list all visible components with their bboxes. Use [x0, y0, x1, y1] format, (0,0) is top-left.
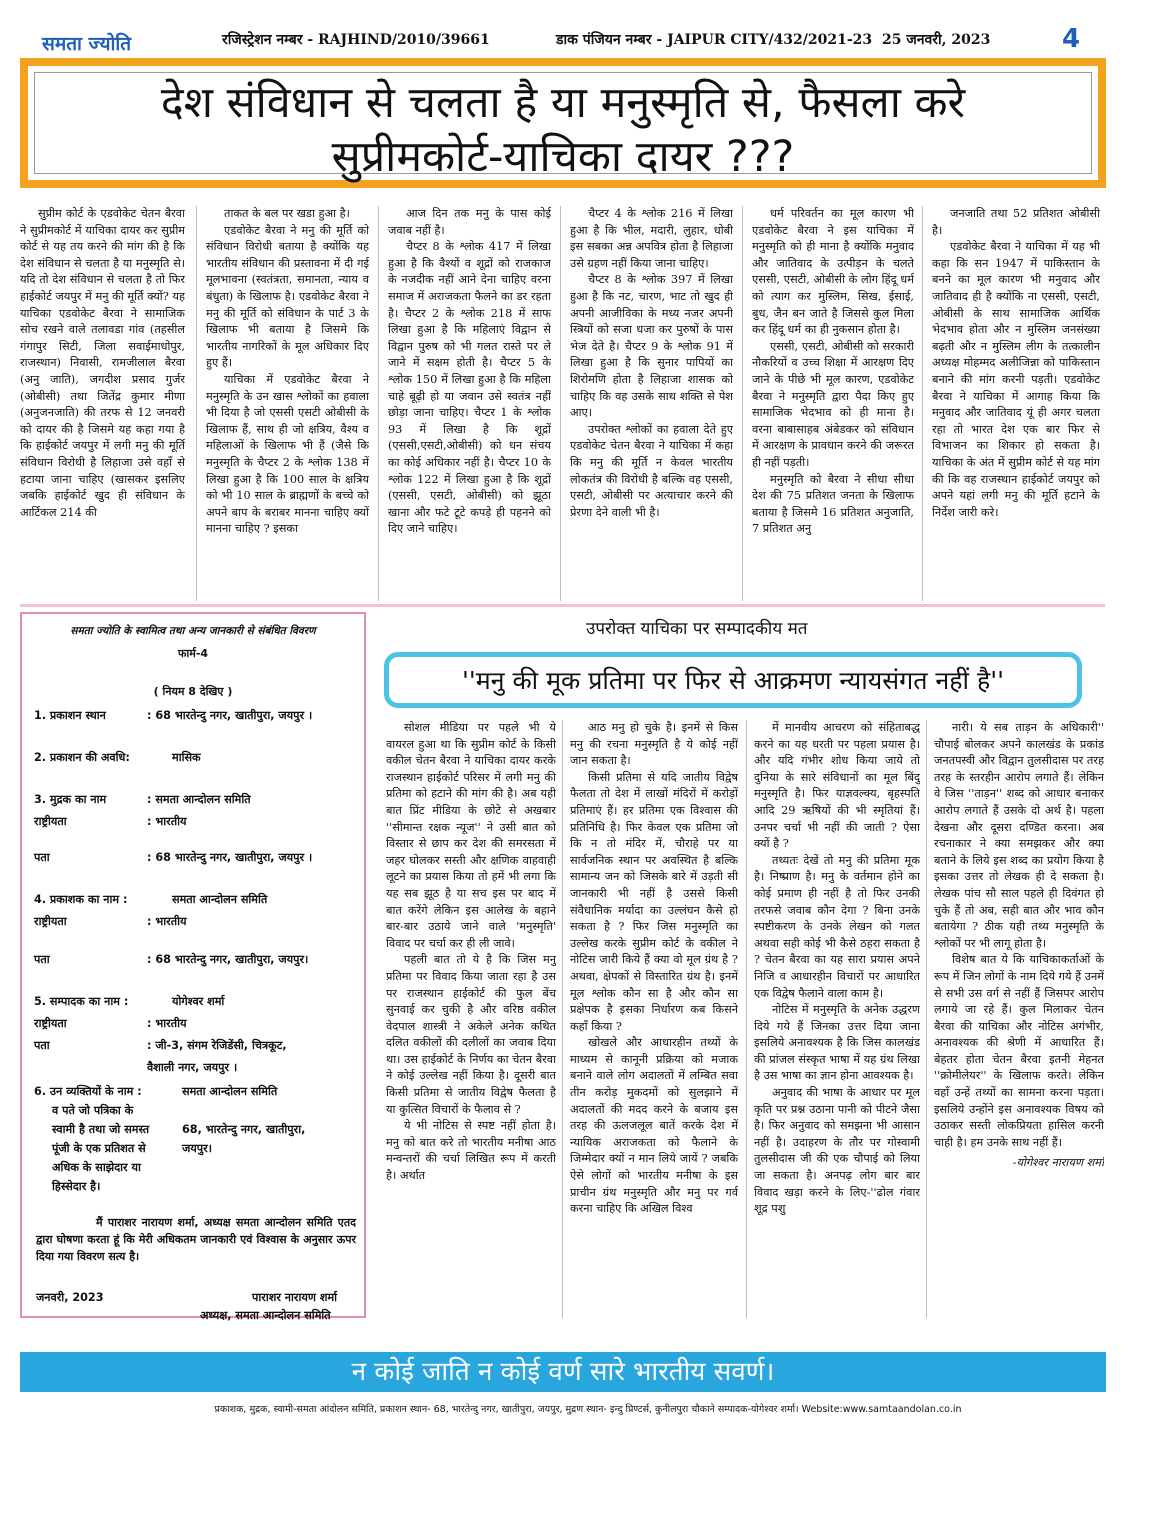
- article-column: [388, 206, 551, 601]
- editorial-column: [570, 720, 738, 1318]
- form-field-value: वैशाली नगर, जयपुर ।: [147, 1061, 238, 1074]
- form-field-value: समता आन्दोलन समिति: [172, 893, 268, 906]
- paper-name: समता ज्योति: [42, 33, 132, 55]
- form-field-value: : भारतीय: [147, 1017, 187, 1030]
- editorial-quote: ''मनु की मूक प्रतिमा पर फिर से आक्रमण न्यायसंगत नहीं है'': [461, 666, 1005, 695]
- form-item6-line: व पते जो पत्रिका के: [52, 1104, 134, 1117]
- column-rule: [378, 206, 379, 601]
- article-paragraph: चैप्टर 8 के श्लोक 417 में लिखा हुआ है कि वैश्यों व शूद्रों को राजकाज के नजदीक नहीं आने देना चाहिए वरना समाज में अराजकता फैलने का डर रहता है। चैप्टर 2 के श्लोक 218 में साफ लिखा हुआ है कि महिलाएं विद्वान से विद्वान पुरुष को भी गलत रास्ते पर ले जाने में सक्षम होती है। चैप्टर 5 के श्लोक 150 में लिखा हुआ है कि महिला चाहे बूढ़ी हो या जवान उसे स्वतंत्र नहीं छोड़ा जाना चाहिए। चैप्टर 1 के श्लोक 93 में लिखा है कि शूद्रों (एससी,एसटी,ओबीसी) को धन संचय का कोई अधिकार नहीं है। चैप्टर 10 के श्लोक 122 में लिखा हुआ है कि शूद्रों (एससी, एसटी, ओबीसी) को झूठा खाना और फटे टूटे कपड़े ही पहनने को दिए जाने चाहिए।: [388, 240, 551, 536]
- form-item6-line: अधिक के साझेदार या: [52, 1161, 141, 1174]
- form-item6-value: जयपुर।: [182, 1142, 212, 1155]
- editorial-author: -योगेश्वर नारायण शर्मा: [1012, 1156, 1104, 1170]
- form-item6-value: समता आन्दोलन समिति: [182, 1085, 278, 1098]
- editorial-paragraph: नोटिस में मनुस्मृति के अनेक उद्धरण दिये गये हैं जिनका उत्तर दिया जाना इसलिये अनावश्यक है कि जिस कालखंड की प्रांजल संस्कृत भाषा में यह ग्रंथ लिखा है उस भाषा का ज्ञान होना आवश्यक है।: [754, 1003, 920, 1083]
- form-field-label: राष्ट्रीयता: [34, 915, 67, 928]
- form-field-label: पता: [34, 953, 50, 966]
- column-rule: [742, 206, 743, 601]
- column-rule: [196, 206, 197, 601]
- article-paragraph: जनजाति तथा 52 प्रतिशत ओबीसी है।: [932, 207, 1100, 237]
- imprint-footer: प्रकाशक, मुद्रक, स्वामी-समता आंदोलन समिति, प्रकाशन स्थान- 68, भारतेन्दु नगर, खातीपुरा, जयपुर, मुद्रण स्थान- इन्दु प्रिण्टर्स, कुनीलपुरा चौकाने सम्पादक-योगेश्वर शर्मा। Website:www.samtaandolan.co.in: [214, 1404, 962, 1415]
- form-field-value: मासिक: [172, 751, 201, 764]
- article-paragraph: एससी, एसटी, ओबीसी को सरकारी नौकरियों व उच्च शिक्षा में आरक्षण दिए जाने के पीछे भी मूल कारण, एडवोकेट बैरवा ने मनुस्मृति द्वारा पैदा किए हुए सामाजिक भेदभाव को ही माना है। वरना बाबासाहब अंबेडकर को संविधान में आरक्षण के प्रावधान करने की जरूरत ही नहीं पड़ती।: [752, 339, 914, 469]
- form-field-value: : 68 भारतेन्दु नगर, खातीपुरा, जयपुर ।: [147, 851, 313, 864]
- article-column: [932, 206, 1100, 601]
- form-item6-label: 6. उन व्यक्तियों के नाम :: [34, 1085, 142, 1098]
- form-declaration: मैं पाराशर नारायण शर्मा, अध्यक्ष समता आन्दोलन समिति एतद द्वारा घोषणा करता हूं कि मेरी अधिकतम जानकारी एवं विश्वास के अनुसार ऊपर दिया गया विवरण सत्य है।: [36, 1216, 356, 1263]
- form-item6-line: पूंजी के एक प्रतिशत से: [52, 1142, 146, 1155]
- form-item6-value: 68, भारतेन्दु नगर, खातीपुरा,: [182, 1123, 306, 1136]
- article-paragraph: एडवोकेट बैरवा ने मनु की मूर्ति को संविधान विरोधी बताया है क्योंकि यह भारतीय संविधान की प्रस्तावना में दी गई मूलभावना (स्वतंत्रता, समानता, न्याय व बंधुता) के खिलाफ है। एडवोकेट बैरवा ने मनु की मूर्ति को संविधान के पार्ट 3 के खिलाफ भी बताया है जिसमे कि भारतीय नागरिकों के मूल अधिकार दिए हुए हैं।: [206, 223, 369, 370]
- editorial-paragraph: आठ मनु हो चुके है। इनमें से किस मनु की रचना मनुस्मृति है ये कोई नहीं जान सकता है।: [570, 721, 738, 768]
- form-field-label: राष्ट्रीयता: [34, 1017, 67, 1030]
- editorial-column: [754, 720, 920, 1318]
- form-field-value: : भारतीय: [147, 815, 187, 828]
- article-paragraph: चैप्टर 8 के श्लोक 397 में लिखा हुआ है कि नट, चारण, भाट तो खुद ही अपनी आजीविका के मध्य नजर अपनी स्त्रियों को सजा धजा कर पुरुषों के पास भेज देते है। चैप्टर 9 के श्लोक 91 में लिखा हुआ है कि सुनार पापियों का शिरोमणि होता है लिहाजा शासक को चाहिए कि वह उसके साथ शक्ति से पेश आए।: [570, 273, 733, 420]
- form-field-value: : समता आन्दोलन समिति: [147, 793, 251, 806]
- form-signatory-title: अध्यक्ष, समता आन्दोलन समिति: [200, 1309, 331, 1322]
- form-number: फार्म-4: [177, 647, 209, 660]
- headline: [28, 76, 1098, 184]
- editorial-column: [934, 720, 1104, 1318]
- editorial-paragraph: नारी। ये सब ताड़न के अधिकारी'' चौपाई बोलकर अपने कालखंड के प्रकांड जनतपस्वी और विद्वान तुलसीदास पर तरह तरह के स्तरहीन आरोप लगाते हैं। लेकिन वे जिस ''ताड़न'' शब्द को आधार बनाकर आरोप लगाते हैं उसके दो अर्थ है। पहला देखना और दूसरा दण्डित करना। अब रचनाकार ने क्या समझकर और क्या बताने के लिये इस शब्द का प्रयोग किया है इसका उत्तर तो लेखक ही दे सकता है। लेखक पांच सौ साल पहले ही दिवंगत हो चुके हैं तो अब, सही बात और भाव कौन बतायेगा ? ठीक यही तथ्य मनुस्मृति के श्लोकों पर भी लागू होता है।: [934, 721, 1104, 950]
- form-item6-line: हिस्सेदार है।: [52, 1180, 101, 1193]
- editorial-column: [386, 720, 556, 1318]
- column-rule: [926, 720, 927, 1318]
- form-field-label: 1. प्रकाशन स्थान: [34, 709, 106, 722]
- editorial-paragraph: में मानवीय आचरण को संहिताबद्ध करने का यह धरती पर पहला प्रयास है। और यदि गंभीर शोध किया जाये तो दुनिया के सारे संविधानों का मूल बिंदु मनुस्मृति है। फिर याज्ञवल्क्य, बृहस्पति आदि 29 ऋषियों की भी स्मृतियां हैं। उनपर चर्चा भी नहीं की जाती ? ऐसा क्यों है ?: [754, 721, 920, 851]
- form-date: जनवरी, 2023: [36, 1291, 104, 1304]
- editorial-paragraph: ये भी नोटिस से स्पष्ट नहीं होता है। मनु को बात करे तो भारतीय मनीषा आठ मन्वन्तरों की चर्चा लिखित रूप में करती है। अर्थात: [386, 1119, 556, 1183]
- masthead: [0, 24, 1176, 58]
- article-body: [20, 206, 1105, 601]
- article-column: [20, 206, 185, 601]
- page-number: 4: [1062, 24, 1081, 54]
- editorial-paragraph: किसी प्रतिमा से यदि जातीय विद्वेष फैलता तो देश में लाखों मंदिरों में करोड़ों प्रतिमाएं हैं। हर प्रतिमा एक विश्वास की प्रतिनिधि है। फिर केवल एक प्रतिमा जो कि न तो मंदिर में, चौराहे पर या सार्वजनिक स्थान पर अवस्थित है बल्कि सामान्य जन को जिसके बारे में उड़ती सी जानकारी भी नहीं है उससे किसी संवैधानिक मर्यादा का उल्लंघन कैसे हो सकता है ? फिर जिस मनुस्मृति का उल्लेख करके सुप्रीम कोर्ट के वकील ने नोटिस जारी किये हैं क्या वो मूल ग्रंथ है ? अथवा, क्षेपकों से विस्तारित ग्रंथ है। इनमें मूल श्लोक कौन सा है और कौन सा प्रक्षेपक है इसका निर्धारण कब किसने कहाँ किया ?: [570, 770, 738, 1033]
- article-paragraph: सुप्रीम कोर्ट के एडवोकेट चेतन बैरवा ने सुप्रीमकोर्ट में याचिका दायर कर सुप्रीम कोर्ट से यह तय करने की मांग की है कि देश संविधान से चलता है या मनुस्मृति से। यदि तो देश संविधान से चलता है तो फिर हाईकोर्ट जयपुर में मनु की मूर्ति क्यों? यह याचिका एडवोकेट बैरवा ने सामाजिक सोच रखने वाले तलावडा गांव (तहसील गंगापुर सिटी, जिला सवाईमाधोपुर, राजस्थान) निवासी, रामजीलाल बैरवा (अनु जाति), जगदीश प्रसाद गुर्जर (ओबीसी) तथा जितेंद्र कुमार मीणा (अनुजनजाति) की तरफ से 12 जनवरी को दायर की है जिसमे यह कहा गया है कि हाईकोर्ट जयपुर में लगी मनु की मूर्ति संविधान विरोधी है लिहाजा उसे वहाँ से हटाया जाना चाहिए (खासकर इसलिए जबकि हाईकोर्ट खुद ही संविधान के आर्टिकल 214 की: [20, 207, 185, 519]
- column-rule: [922, 206, 923, 601]
- editorial-paragraph: सोशल मीडिया पर पहले भी ये वायरल हुआ था कि सुप्रीम कोर्ट के किसी वकील चेतन बैरवा ने याचिका दायर करके राजस्थान हाईकोर्ट परिसर में लगी मनु की प्रतिमा को हटाने की मांग की है। अब यही बात प्रिंट मीडिया के छोटे से अखबार ''सीमान्त रक्षक न्यूज'' ने उसी बात को विस्तार से छाप कर देश की समरसता में जहर घोलकर सस्ती और क्षणिक वाहवाही लूटने का प्रयास किया तो हमें भी लगा कि यह सब झूठ है या सच इस पर बाद में बात करेंगे लेकिन इस आलेख के बहाने बार-बार उठाये जाने वाले 'मनुस्मृति' विवाद पर चर्चा कर ही ली जावे।: [386, 721, 556, 950]
- form-field-value: : भारतीय: [147, 915, 187, 928]
- article-paragraph: ताकत के बल पर खडा हुआ है।: [224, 207, 350, 220]
- headline-line-1: देश संविधान से चलता है या मनुस्मृति से, फैसला करे: [160, 78, 966, 128]
- form-field-label: राष्ट्रीयता: [34, 815, 67, 828]
- form-title: समता ज्योति के स्वामित्व तथा अन्य जानकारी से संबंधित विवरण: [70, 625, 316, 637]
- editorial-paragraph: विशेष बात ये कि याचिकाकर्ताओं के रूप में जिन लोगों के नाम दिये गये हैं उनमें से सभी उस वर्ग से नहीं हैं जिसपर आरोप लगाये जा रहे हैं। कुल मिलाकर चेतन बैरवा की याचिका और नोटिस अगंभीर, अनावश्यक की श्रेणी में आधारित हैं। बेहतर होता चेतन बैरवा इतनी मेहनत ''क्रोमीलेयर'' के खिलाफ करते। लेकिन वहाँ उन्हें तथ्यों का सामना करना पड़ता। इसलिये उन्होंने इस अनावश्यक विषय को उठाकर सस्ती लोकप्रियता हासिल करनी चाही है। हम उनके साथ नहीं हैं।: [934, 953, 1104, 1149]
- ownership-form-box: [20, 612, 366, 1322]
- headline-line-2: सुप्रीमकोर्ट-याचिका दायर ???: [331, 132, 795, 182]
- form-field-value: : 68 भारतेन्दु नगर, खातीपुरा, जयपुर ।: [147, 709, 313, 722]
- column-rule: [562, 720, 563, 1318]
- editorial-paragraph: खोखले और आधारहीन तथ्यों के माध्यम से कानूनी प्रक्रिया को मजाक बनाने वाले लोग अदालतों में लम्बित सवा तीन करोड़ मुकदमों को सुलझाने में अदालतों की मदद करने के बजाय इस तरह की ऊलजलूल बातें करके देश में न्यायिक अराजकता को फैलाने के जिम्मेदार क्यों न मान लिये जायें ? जबकि ऐसे लोगों को भारतीय मनीषा के इस प्राचीन ग्रंथ मनुस्मृति और मनु पर गर्व करना चाहिए कि अखिल विश्व: [570, 1036, 738, 1216]
- article-paragraph: एडवोकेट बैरवा ने याचिका में यह भी कहा कि सन 1947 में पाकिस्तान के बनने का मूल कारण भी मनुवाद और जातिवाद ही है क्योंकि ना एससी, एसटी, ओबीसी के साथ सामाजिक आर्थिक भेदभाव होता और न मुस्लिम जनसंख्या बढ़ती और न मुस्लिम लीग के तत्कालीन अध्यक्ष मोहम्मद अलीजिन्ना को पाकिस्तान बनाने की मांग करनी पड़ती। एडवोकेट बैरवा ने याचिका में आगाह किया कि मनुवाद और जातिवाद यूं ही अगर चलता रहा तो भारत देश एक बार फिर से विभाजन का शिकार हो सकता है। याचिका के अंत में सुप्रीम कोर्ट से यह मांग की कि वह राजस्थान हाईकोर्ट जयपुर को अपने यहां लगी मनु की मूर्ति हटाने के निर्देश जारी करे।: [932, 240, 1100, 519]
- form-field-value: योगेश्वर शर्मा: [172, 995, 225, 1008]
- form-field-label: 2. प्रकाशन की अवधि:: [34, 751, 130, 764]
- form-field-value: : 68 भारतेन्दु नगर, खातीपुरा, जयपुर।: [147, 953, 309, 966]
- form-field-label: 3. मुद्रक का नाम: [34, 793, 107, 806]
- editorial-label: उपरोक्त याचिका पर सम्पादकीय मत: [586, 619, 808, 639]
- column-rule: [560, 206, 561, 601]
- editorial-paragraph: अनुवाद की भाषा के आधार पर मूल कृति पर प्रश्न उठाना पानी को पीटने जैसा है। फिर अनुवाद को समझना भी आसान नहीं है। उदाहरण के तौर पर गोस्वामी तुलसीदास जी की एक चौपाई को लिया जा सकता है। अनपढ़ लोग बार बार विवाद खड़ा करने के लिए-''ढोल गंवार शूद्र पशु: [754, 1086, 920, 1216]
- article-paragraph: मनुस्मृति को बैरवा ने सीधा सीधा देश की 75 प्रतिशत जनता के खिलाफ बताया है जिसमे 16 प्रतिशत अनुजाति, 7 प्रतिशत अनु: [752, 472, 914, 536]
- headline-box: [20, 58, 1106, 188]
- registration-number: रजिस्ट्रेशन नम्बर - RAJHIND/2010/39661: [222, 32, 490, 48]
- editorial-paragraph: तथ्यतः देखें तो मनु की प्रतिमा मूक है। निष्प्राण है। मनु के वर्तमान होने का कोई प्रमाण ही नहीं है तो फिर उनकी तरफसे जवाब कौन देगा ? बिना उनके स्पष्टीकरण के उनके लेखन को गलत अथवा सही कोई भी कैसे ठहरा सकता है ? चेतन बैरवा का यह सारा प्रयास अपने निजि व आधारहीन विचारों पर आधारित एक विद्वेष फैलाने वाला काम है।: [754, 853, 920, 1000]
- article-paragraph: धर्म परिवर्तन का मूल कारण भी एडवोकेट बैरवा ने इस याचिका में मनुस्मृति को ही माना है क्योंकि मनुवाद और जातिवाद के उत्पीड़न के चलते एससी, एसटी, ओबीसी के लोग हिंदू धर्म को त्याग कर मुस्लिम, सिख, ईसाई, बुध, जैन बन जाते है जिससे कुल मिला कर हिंदू धर्म का ही नुकसान होता है।: [752, 207, 914, 337]
- form-item6-line: स्वामी है तथा जो समस्त: [52, 1123, 150, 1136]
- article-paragraph: आज दिन तक मनु के पास कोई जवाब नहीं है।: [388, 207, 551, 237]
- slogan-banner: न कोई जाति न कोई वर्ण सारे भारतीय सवर्ण।: [20, 1352, 1106, 1392]
- article-paragraph: उपरोक्त श्लोकों का हवाला देते हुए एडवोकेट चेतन बैरवा ने याचिका में कहा कि मनु की मूर्ति न केवल भारतीय लोकतंत्र की विरोधी है बल्कि वह एससी, एसटी, ओबीसी पर अत्याचार करने की प्रेरणा देने वाली भी है।: [570, 422, 733, 519]
- article-paragraph: चैप्टर 4 के श्लोक 216 में लिखा हुआ है कि भील, मदारी, लुहार, धोबी इस सबका अन्न अपवित्र होता है लिहाजा उसे ग्रहण नहीं किया जाना चाहिए।: [570, 207, 733, 270]
- issue-date: 25 जनवरी, 2023: [882, 32, 991, 48]
- form-field-label: पता: [34, 1039, 50, 1052]
- form-field-label: 5. सम्पादक का नाम :: [34, 995, 129, 1008]
- article-paragraph: याचिका में एडवोकेट बैरवा ने मनुस्मृति के उन खास श्लोकों का हवाला भी दिया है जो एससी एसटी ओबीसी के खिलाफ हैं, साथ ही जो क्षत्रिय, वैश्य व महिलाओं के खिलाफ भी हैं (जैसे कि मनुस्मृति के चैप्टर 2 के श्लोक 138 में लिखा हुआ है कि 100 साल के क्षत्रिय को भी 10 साल के ब्राह्मणों के बच्चे को अपने बाप के बराबर मानना चाहिए क्यों मानना चाहिए ? इसका: [206, 372, 369, 536]
- article-column: [206, 206, 369, 601]
- postal-registration: डाक पंजियन नम्बर - JAIPUR CITY/432/2021-23: [556, 32, 873, 48]
- section-divider: [20, 604, 1105, 607]
- form-field-label: 4. प्रकाशक का नाम :: [34, 893, 128, 906]
- editorial-paragraph: पहली बात तो ये है कि जिस मनु प्रतिमा पर विवाद किया जाता रहा है उस पर राजस्थान हाईकोर्ट की फुल बेंच सुनवाई कर चुकी है और वरिष्ठ वकील वेदपाल शास्त्री ने अकेले अनेक कथित दलित वकीलों की दलीलों का जवाब दिया था। उस हाईकोर्ट के निर्णय का चेतन बैरवा ने कोई उल्लेख नहीं किया है। दूसरी बात किसी प्रतिमा से जातीय विद्वेष फैलता है या कुत्सित विचारों के फैलाव से ?: [386, 953, 556, 1116]
- form-signatory: पाराशर नारायण शर्मा: [252, 1291, 338, 1304]
- column-rule: [746, 720, 747, 1318]
- article-column: [570, 206, 733, 601]
- form-field-value: : जी-3, संगम रेजिडेंसी, चित्रकूट,: [147, 1039, 287, 1052]
- form-rule: ( नियम 8 देखिए ): [153, 685, 233, 698]
- form-field-label: पता: [34, 851, 50, 864]
- article-column: [752, 206, 914, 601]
- editorial-quote-box: [384, 652, 1082, 708]
